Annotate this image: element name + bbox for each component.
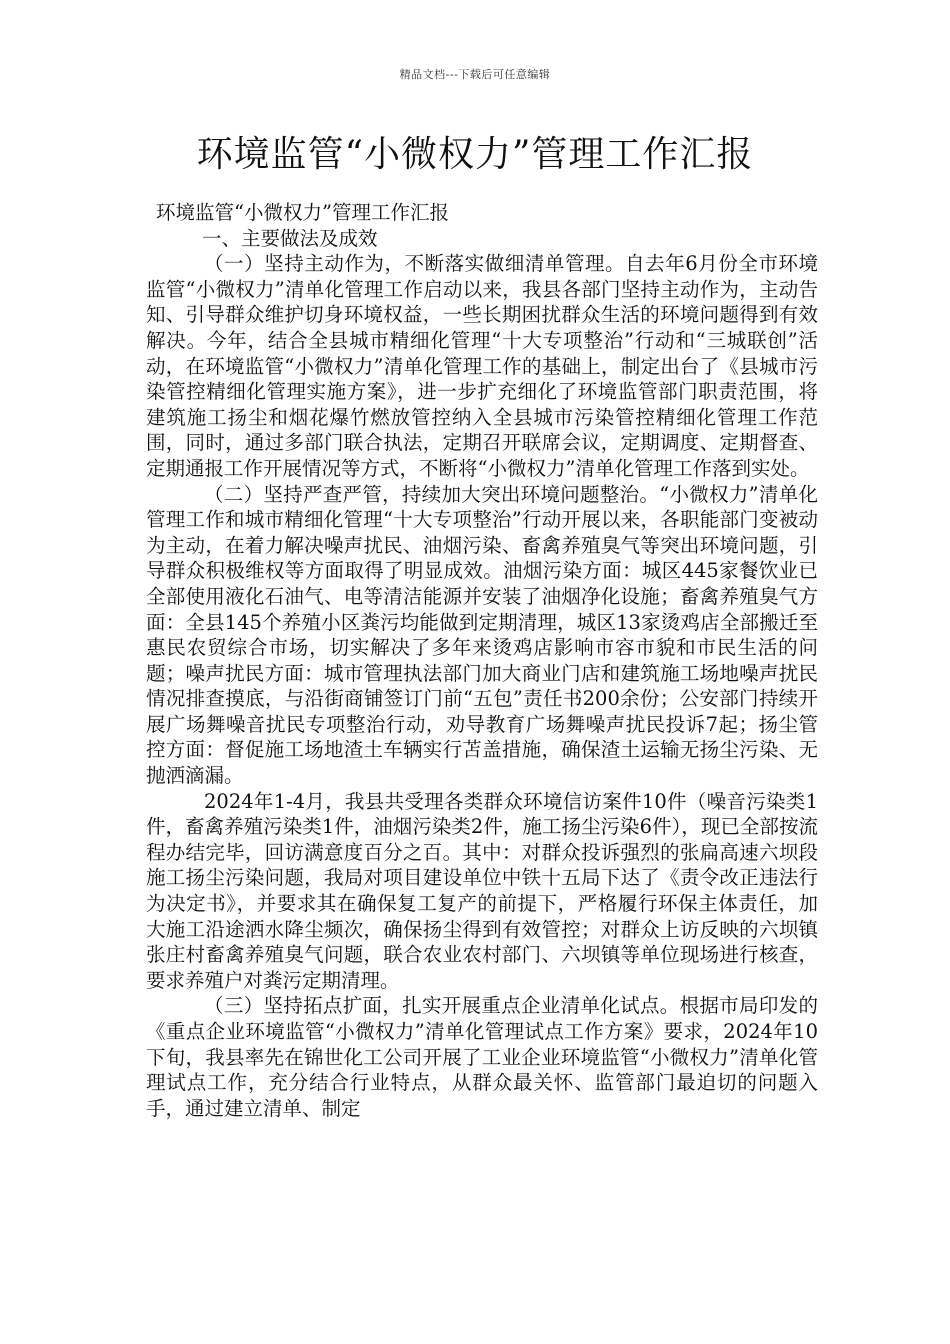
section-heading: 一、主要做法及成效 xyxy=(202,226,378,250)
document-subtitle: 环境监管“小微权力”管理工作汇报 xyxy=(156,201,449,224)
paragraph-4: （三）坚持拓点扩面，扎实开展重点企业清单化试点。根据市局印发的《重点企业环境监管“小微权力”清单化管理试点工作方案》要求，2024年10下旬，我县率先在锦世化工公司开展了工业企业环境监管“小微权力”清单化管理试点工作，充分结合行业特点，从群众最关怀、监管部门最迫切的问题入手，通过建立清单、制定 xyxy=(146,994,818,1120)
document-title: 环境监管“小微权力”管理工作汇报 xyxy=(196,134,754,175)
header-note: 精品文档---下载后可任意编辑 xyxy=(399,68,551,81)
paragraph-3: 2024年1-4月，我县共受理各类群众环境信访案件10件（噪音污染类1件，畜禽养殖污染类1件，油烟污染类2件，施工扬尘污染6件），现已全部按流程办结完毕，回访满意度百分之百。其中：对群众投诉强烈的张扁高速六坝段施工扬尘污染问题，我局对项目建设单位中铁十五局下达了《责令改正违法行为决定书》，并要求其在确保复工复产的前提下，严格履行环保主体责任，加大施工沿途洒水降尘频次，确保扬尘得到有效管控；对群众上访反映的六坝镇张庄村畜禽养殖臭气问题，联合农业农村部门、六坝镇等单位现场进行核查，要求养殖户对粪污定期清理。 xyxy=(146,789,818,992)
paragraph-1: （一）坚持主动作为，不断落实做细清单管理。自去年6月份全市环境监管“小微权力”清单化管理工作启动以来，我县各部门坚持主动作为，主动告知、引导群众维护切身环境权益，一些长期困扰群众生活的环境问题得到有效解决。今年，结合全县城市精细化管理“十大专项整治”行动和“三城联创”活动，在环境监管“小微权力”清单化管理工作的基础上，制定出台了《县城市污染管控精细化管理实施方案》，进一步扩充细化了环境监管部门职责范围，将建筑施工扬尘和烟花爆竹燃放管控纳入全县城市污染管控精细化管理工作范围，同时，通过多部门联合执法，定期召开联席会议，定期调度、定期督查、定期通报工作开展情况等方式，不断将“小微权力”清单化管理工作落到实处。 xyxy=(146,252,818,480)
document-body xyxy=(146,200,818,1121)
paragraph-2: （二）坚持严查严管，持续加大突出环境问题整治。“小微权力”清单化管理工作和城市精细化管理“十大专项整治”行动开展以来，各职能部门变被动为主动，在着力解决噪声扰民、油烟污染、畜禽养殖臭气等突出环境问题，引导群众积极维权等方面取得了明显成效。油烟污染方面：城区445家餐饮业已全部使用液化石油气、电等清洁能源并安装了油烟净化设施；畜禽养殖臭气方面：全县145个养殖小区粪污均能做到定期清理，城区13家烫鸡店全部搬迁至惠民农贸综合市场，切实解决了多年来烫鸡店影响市容市貌和市民生活的问题；噪声扰民方面：城市管理执法部门加大商业门店和建筑施工场地噪声扰民情况排查摸底，与沿街商铺签订门前“五包”责任书200余份；公安部门持续开展广场舞噪音扰民专项整治行动，劝导教育广场舞噪声扰民投诉7起；扬尘管控方面：督促施工场地渣土车辆实行苫盖措施，确保渣土运输无扬尘污染、无抛洒滴漏。 xyxy=(146,482,818,788)
